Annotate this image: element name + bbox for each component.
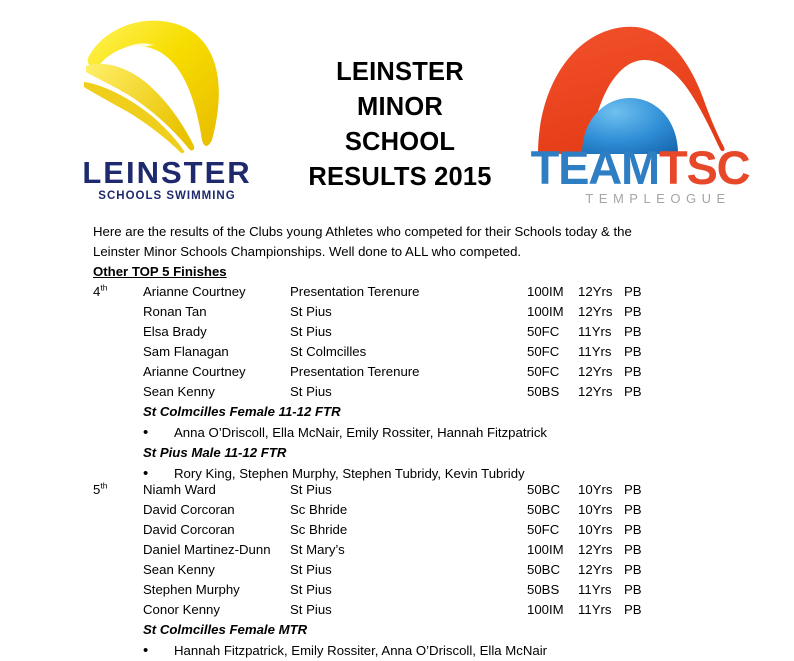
- athlete-name: David Corcoran: [143, 502, 235, 517]
- tsc-arch-icon: [520, 14, 760, 154]
- table-row: [0, 500, 794, 520]
- relay-members-text: Anna O’Driscoll, Ella McNair, Emily Rossiter, Hannah Fitzpatrick: [174, 425, 548, 440]
- page-title: [282, 55, 518, 195]
- leinster-schools-swimming-logo: [62, 14, 272, 204]
- athlete-name: Sean Kenny: [143, 562, 215, 577]
- rank-suffix: th: [100, 282, 108, 293]
- athlete-name: Sean Kenny: [143, 384, 215, 399]
- school-name: St Colmcilles: [290, 344, 367, 359]
- athlete-name: Arianne Courtney: [143, 364, 246, 379]
- pb-badge: PB: [624, 384, 642, 399]
- athlete-name: Arianne Courtney: [143, 284, 246, 299]
- tsc-wordmark: [518, 141, 762, 206]
- document-header: [0, 0, 794, 212]
- athlete-name: Sam Flanagan: [143, 344, 229, 359]
- pb-badge: PB: [624, 562, 642, 577]
- table-row: [0, 322, 794, 342]
- pb-badge: PB: [624, 344, 642, 359]
- school-name: St Pius: [290, 304, 332, 319]
- result-rows-4th: [0, 282, 794, 484]
- athlete-name: Niamh Ward: [143, 482, 216, 497]
- bullet-icon: •: [143, 465, 149, 482]
- intro-line-1: Here are the results of the Clubs young Athletes who competed for their Schools today & the: [93, 224, 632, 239]
- pb-badge: PB: [624, 582, 642, 597]
- relay-team-title: St Colmcilles Female 11-12 FTR: [143, 404, 341, 419]
- title-line-3: SCHOOL: [344, 128, 456, 156]
- event-code: 50FC: [527, 344, 560, 359]
- leinster-logo-subtext: SCHOOLS SWIMMING: [98, 190, 236, 202]
- event-code: 50BC: [527, 502, 560, 517]
- athlete-name: Conor Kenny: [143, 602, 220, 617]
- school-name: Sc Bhride: [290, 522, 348, 537]
- rank-number: 5: [93, 482, 101, 497]
- athlete-name: Ronan Tan: [143, 304, 207, 319]
- relay-team-members: [143, 422, 794, 443]
- age-group: 12Yrs: [578, 284, 613, 299]
- school-name: Presentation Terenure: [290, 364, 420, 379]
- rank-number: 4: [93, 284, 101, 299]
- athlete-name: David Corcoran: [143, 522, 235, 537]
- age-group: 11Yrs: [578, 602, 612, 617]
- pb-badge: PB: [624, 324, 642, 339]
- age-group: 11Yrs: [578, 582, 612, 597]
- leinster-wordmark: [66, 157, 268, 203]
- title-line-4: RESULTS 2015: [308, 163, 492, 191]
- school-name: Sc Bhride: [290, 502, 348, 517]
- tsc-wordmark-line: [518, 141, 762, 194]
- table-row: [0, 540, 794, 560]
- table-row: [0, 342, 794, 362]
- event-code: 50FC: [527, 522, 560, 537]
- table-row: [0, 480, 794, 500]
- school-name: St Pius: [290, 384, 332, 399]
- event-code: 50BC: [527, 562, 560, 577]
- table-row: [0, 302, 794, 322]
- result-rows-5th: [0, 480, 794, 661]
- relay-members-text: Rory King, Stephen Murphy, Stephen Tubridy, Kevin Tubridy: [174, 466, 525, 481]
- relay-members-text: Hannah Fitzpatrick, Emily Rossiter, Anna O’Driscoll, Ella McNair: [174, 643, 548, 658]
- team-tsc-templeogue-logo: [518, 14, 762, 206]
- table-row: [0, 600, 794, 620]
- section-heading-other-top-5: Other TOP 5 Finishes: [93, 264, 227, 279]
- event-code: 100IM: [527, 542, 564, 557]
- relay-team-members: [143, 640, 794, 661]
- age-group: 12Yrs: [578, 384, 613, 399]
- athlete-name: Daniel Martinez-Dunn: [143, 542, 271, 557]
- age-group: 10Yrs: [578, 482, 613, 497]
- table-row: [0, 282, 794, 302]
- rank-suffix: th: [100, 480, 108, 491]
- pb-badge: PB: [624, 602, 642, 617]
- event-code: 100IM: [527, 602, 564, 617]
- event-code: 50BS: [527, 384, 560, 399]
- tsc-logo-subtext: TEMPLEOGUE: [585, 191, 731, 206]
- school-name: Presentation Terenure: [290, 284, 420, 299]
- event-code: 50BC: [527, 482, 560, 497]
- age-group: 12Yrs: [578, 562, 613, 577]
- age-group: 10Yrs: [578, 502, 613, 517]
- age-group: 11Yrs: [578, 324, 612, 339]
- school-name: St Pius: [290, 582, 332, 597]
- bullet-icon: •: [143, 642, 149, 659]
- event-code: 50FC: [527, 324, 560, 339]
- relay-team-title: St Pius Male 11-12 FTR: [143, 445, 287, 460]
- pb-badge: PB: [624, 542, 642, 557]
- leinster-swoosh-icon: [82, 14, 250, 154]
- pb-badge: PB: [624, 482, 642, 497]
- school-name: St Pius: [290, 602, 332, 617]
- table-row: [0, 362, 794, 382]
- athlete-name: Stephen Murphy: [143, 582, 240, 597]
- pb-badge: PB: [624, 502, 642, 517]
- event-code: 50FC: [527, 364, 560, 379]
- age-group: 12Yrs: [578, 304, 613, 319]
- pb-badge: PB: [624, 522, 642, 537]
- school-name: St Pius: [290, 482, 332, 497]
- leinster-logo-text: LEINSTER: [82, 155, 252, 190]
- tsc-logo-text-team: TEAM: [530, 141, 659, 194]
- title-line-1: LEINSTER: [336, 58, 464, 86]
- school-name: St Mary’s: [290, 542, 345, 557]
- school-name: St Pius: [290, 324, 332, 339]
- event-code: 50BS: [527, 582, 560, 597]
- bullet-icon: •: [143, 424, 149, 441]
- age-group: 12Yrs: [578, 542, 613, 557]
- event-code: 100IM: [527, 304, 564, 319]
- age-group: 10Yrs: [578, 522, 613, 537]
- age-group: 12Yrs: [578, 364, 613, 379]
- table-row: [0, 382, 794, 402]
- relay-team-title: St Colmcilles Female MTR: [143, 622, 308, 637]
- intro-paragraph: [93, 222, 671, 262]
- age-group: 11Yrs: [578, 344, 612, 359]
- intro-line-2: Leinster Minor Schools Championships. Well done to ALL who competed.: [93, 244, 522, 259]
- pb-badge: PB: [624, 364, 642, 379]
- tsc-logo-text-tsc: TSC: [658, 141, 750, 194]
- pb-badge: PB: [624, 284, 642, 299]
- event-code: 100IM: [527, 284, 564, 299]
- title-line-2: MINOR: [357, 93, 443, 121]
- table-row: [0, 560, 794, 580]
- table-row: [0, 580, 794, 600]
- athlete-name: Elsa Brady: [143, 324, 207, 339]
- school-name: St Pius: [290, 562, 332, 577]
- table-row: [0, 520, 794, 540]
- pb-badge: PB: [624, 304, 642, 319]
